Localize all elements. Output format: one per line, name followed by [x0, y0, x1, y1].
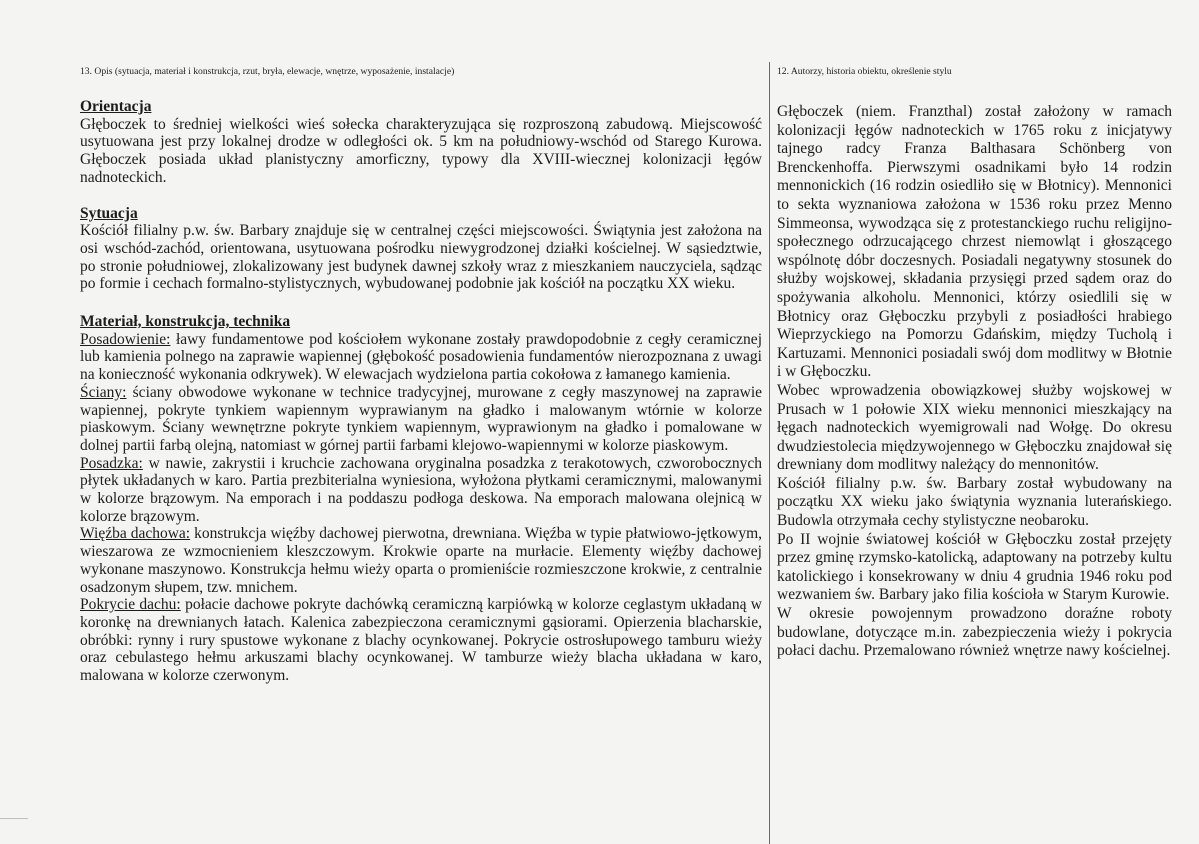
paragraph-history-1: Głęboczek (niem. Franzthal) został założony w ramach kolonizacji łęgów nadnoteckich w 1765 roku z inicjatywy tajnego radcy Franza Balthasara Schönberg von Brenckenhoffa. Pierwszymi osadnikami było 14 rodzin mennonickich (16 rodzin osiedliło się w Błotnicy). Mennonici to sekta wyznaniowa założona w 1536 roku przez Menno Simmeonsa, wywodząca się z protestanckiego ruchu religijno-społecznego odrzucającego chrzest niemowląt i głoszącego wspólnotę dóbr doczesnych. Posiadali negatywny stosunek do służby wojskowej, składania przysięgi przed sądem oraz do spożywania alkoholu. Mennonici, którzy osiedlili się w Błotnicy oraz Głęboczku przybyli z posiadłości hrabiego Wieprzyckiego na Pomorzu Gdańskim, między Tucholą i Kartuzami. Mennonici posiadali swój dom modlitwy w Błotnie i w Głęboczku. [777, 103, 1172, 381]
text-posadowienie: ławy fundamentowe pod kościołem wykonane zostały prawdopodobnie z cegły ceramicznej lub kamienia polnego na zaprawie wapiennej (głębokość posadowienia fundamentów nierozpoznana z uwagi na konieczność wykonania odkrywek). W elewacjach wydzielona partia cokołowa z łamanego kamienia. [80, 330, 762, 384]
right-column [777, 66, 1172, 661]
scan-edge-mark [0, 818, 28, 819]
section-title-material: Materiał, konstrukcja, technika [80, 313, 291, 331]
label-posadzka: Posadzka: [80, 454, 143, 472]
text-wiezba: konstrukcja więźby dachowej pierwotna, drewniana. Więźba w typie płatwiowo-jętkowym, wieszarowa ze wzmocnieniem kleszczowym. Krokwie oparte na murłacie. Elementy więźby dachowej wykonane maszynowo. Konstrukcja hełmu wieży oparta o promieniście rozmieszczone krokwie, z centralnie osadzonym słupem, tzw. mnichem. [80, 525, 762, 596]
column-divider [769, 62, 770, 844]
section-sytuacja [80, 205, 762, 294]
paragraph-history-5: W okresie powojennym prowadzono doraźne roboty budowlane, dotyczące m.in. zabezpieczenia wieży i pokrycia połaci dachu. Przemalowano również wnętrze nawy kościelnej. [777, 605, 1172, 660]
section-title-orientacja: Orientacja [80, 98, 152, 115]
right-column-header: 12. Autorzy, historia obiektu, określenie stylu [777, 66, 952, 77]
section-orientacja [80, 98, 762, 187]
paragraph-posadzka [80, 455, 762, 526]
history-text [777, 103, 1172, 661]
text-posadzka: w nawie, zakrystii i kruchcie zachowana oryginalna posadzka z terakotowych, czworobocznych płytek układanych w karo. Partia prezbiterialna wyniesiona, wyłożona płytkami ceramicznymi, malowanymi w kolorze brązowym. Na emporach i na poddaszu podłoga deskowa. Na emporach malowana olejnicą w kolorze brązowym. [80, 454, 762, 525]
paragraph-pokrycie [80, 596, 762, 685]
paragraph-history-2: Wobec wprowadzenia obowiązkowej służby wojskowej w Prusach w 1 połowie XIX wieku mennonici mieszkający na łęgach nadnoteckich wyemigrowali nad Wołgę. Do okresu dwudziestolecia międzywojennego w Głęboczku znajdował się drewniany dom modlitwy należący do mennonitów. [777, 381, 1172, 474]
left-column-header: 13. Opis (sytuacja, materiał i konstrukcja, rzut, bryła, elewacje, wnętrze, wyposażenie, instalacje) [80, 66, 455, 77]
label-pokrycie: Pokrycie dachu: [80, 596, 181, 614]
text-pokrycie: połacie dachowe pokryte dachówką ceramiczną karpiówką w kolorze ceglastym układaną w koronkę na drewnianych łatach. Kalenica zabezpieczona ceramicznymi gąsiorami. Opierzenia blacharskie, obróbki: rynny i rury spustowe wykonane z blachy ocynkowanej. Pokrycie ostrosłupowego tamburu wieży oraz cebulastego hełmu arkuszami blachy ocynkowanej. W tamburze wieży blacha układana w karo, malowana w kolorze czerwonym. [80, 596, 762, 685]
section-title-sytuacja: Sytuacja [80, 204, 138, 222]
label-wiezba: Więźba dachowa: [80, 525, 191, 543]
paragraph-sytuacja: Kościół filialny p.w. św. Barbary znajduje się w centralnej części miejscowości. Świątynia jest założona na osi wschód-zachód, orientowana, usytuowana pośrodku niewygrodzonej działki kościelnej. W sąsiedztwie, po stronie południowej, zlokalizowany jest budynek dawnej szkoły wraz z mieszkaniem nauczyciela, sądząc po formie i cechach formalno-stylistycznych, wybudowanej podobnie jak kościół na początku XX wieku. [80, 222, 762, 293]
paragraph-history-3: Kościół filialny p.w. św. Barbary został wybudowany na początku XX wieku jako świątynia wyznania luterańskiego. Budowla otrzymała cechy stylistyczne neobaroku. [777, 474, 1172, 530]
paragraph-sciany [80, 384, 762, 455]
label-sciany: Ściany: [80, 383, 127, 401]
paragraph-history-4: Po II wojnie światowej kościół w Głęboczku został przejęty przez gminę rzymsko-katolicką, adaptowany na potrzeby kultu katolickiego i konsekrowany w dniu 4 grudnia 1946 roku pod wezwaniem św. Barbary jako filia kościoła w Starym Kurowie. [777, 530, 1172, 604]
paragraph-orientacja: Głęboczek to średniej wielkości wieś sołecka charakteryzująca się rozproszoną zabudową. Miejscowość usytuowana jest przy lokalnej drodze w odległości ok. 5 km na południowy-wschód od Starego Kurowa. Głęboczek posiada układ planistyczny amorficzny, typowy dla XVIII-wiecznej kolonizacji łęgów nadnoteckich. [80, 115, 762, 186]
paragraph-posadowienie [80, 331, 762, 384]
label-posadowienie: Posadowienie: [80, 330, 171, 348]
text-sciany: ściany obwodowe wykonane w technice tradycyjnej, murowane z cegły maszynowej na zaprawie wapiennej, pokryte tynkiem wapiennym wyprawianym na gładko i malowanym wtórnie w kolorze piaskowym. Ściany wewnętrzne pokryte tynkiem wapiennym, wyprawionym na gładko i pomalowane w dolnej partii farbą olejną, natomiast w górnej partii farbami klejowo-wapiennymi w kolorze piaskowym. [80, 383, 762, 454]
left-column [80, 66, 762, 685]
paragraph-wiezba [80, 525, 762, 596]
section-material [80, 313, 762, 685]
